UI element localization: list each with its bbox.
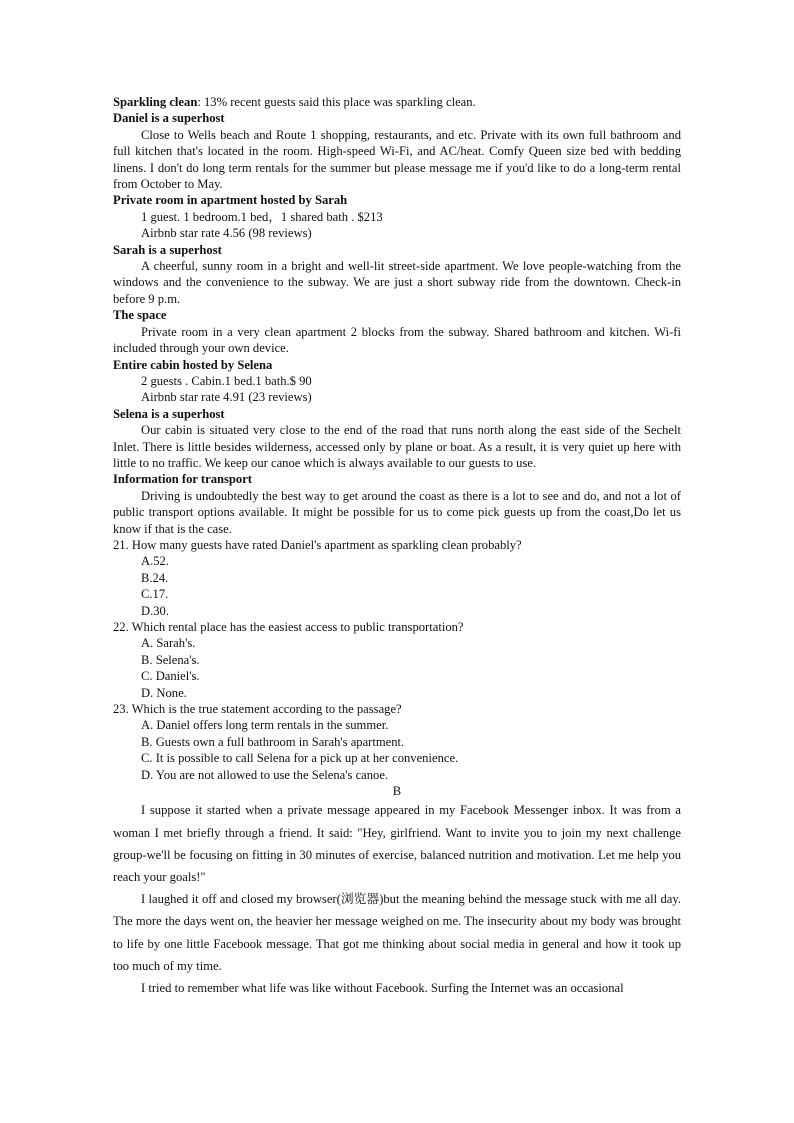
- daniel-heading: Daniel is a superhost: [113, 111, 225, 126]
- selena-listing-details: 2 guests . Cabin.1 bed.1 bath.$ 90: [141, 373, 312, 388]
- question-option: A. Sarah's.: [141, 636, 196, 651]
- question-option: D.30.: [141, 603, 169, 618]
- question-stem: 23. Which is the true statement according to the passage?: [113, 702, 402, 717]
- question-option: C. Daniel's.: [141, 669, 200, 684]
- question-option: B. Guests own a full bathroom in Sarah's apartment.: [141, 734, 405, 749]
- question-stem: 22. Which rental place has the easiest access to public transportation?: [113, 620, 464, 634]
- sarah-listing-heading: Private room in apartment hosted by Sarah: [113, 193, 348, 208]
- document-page: [113, 94, 681, 999]
- question-option: D. You are not allowed to use the Selena's canoe.: [141, 767, 389, 782]
- sarah-paragraph: A cheerful, sunny room in a bright and well-lit street-side apartment. We love people-watching from the windows and the convenience to the subway. We are just a short subway ride from the downtown. Check-in before 9 p.m.: [113, 259, 681, 306]
- selena-listing-rating: Airbnb star rate 4.91 (23 reviews): [141, 390, 312, 405]
- sparkling-clean-text: : 13% recent guests said this place was sparkling clean.: [197, 95, 476, 109]
- question-option: C. It is possible to call Selena for a pick up at her convenience.: [141, 751, 459, 766]
- sarah-listing-details: 1 guest. 1 bedroom.1 bed，1 shared bath . $213: [141, 209, 383, 224]
- question-21: [113, 537, 681, 619]
- question-option: A. Daniel offers long term rentals in the summer.: [141, 718, 389, 733]
- selena-paragraph: Our cabin is situated very close to the end of the road that runs north along the east side of the Sechelt Inlet. There is little besides wilderness, accessed only by plane or boat. As a result, it is very quiet up here with little to no traffic. We keep our canoe which is always available to our guests to use.: [113, 423, 681, 470]
- question-option: A.52.: [141, 554, 169, 569]
- space-heading: The space: [113, 308, 167, 323]
- passage-b: [113, 799, 681, 999]
- selena-heading: Selena is a superhost: [113, 406, 225, 421]
- daniel-paragraph: Close to Wells beach and Route 1 shopping, restaurants, and etc. Private with its own full bathroom and full kitchen that's located in the room. High-speed Wi-Fi, and AC/heat. Comfy Queen size bed with bedding linens. I don't do long term rentals for the summer but please message me if you'd like to do a long-term rental from October to May.: [113, 127, 681, 192]
- sparkling-clean-line: [113, 94, 681, 110]
- transport-paragraph: Driving is undoubtedly the best way to get around the coast as there is a lot to see and do, and not a lot of public transport options available. It might be possible for us to come pick guests up from the coast,Do let us know if that is the case.: [113, 488, 681, 536]
- selena-listing-heading: Entire cabin hosted by Selena: [113, 357, 273, 372]
- sparkling-clean-label: Sparkling clean: [113, 95, 198, 109]
- question-22: [113, 619, 681, 701]
- passage-b-paragraph: I laughed it off and closed my browser(浏览器)but the meaning behind the message stuck with me all day. The more the days went on, the heavier her message weighed on me. The insecurity about my body was brought to life by one little Facebook message. That got me thinking about social media in general and how it took up too much of my time.: [113, 892, 681, 973]
- sarah-heading: Sarah is a superhost: [113, 242, 222, 257]
- question-option: B.24.: [141, 570, 169, 585]
- space-paragraph: Private room in a very clean apartment 2 blocks from the subway. Shared bathroom and kitchen. Wi-fi included through your own device.: [113, 324, 681, 356]
- question-option: C.17.: [141, 587, 169, 602]
- passage-b-label: B: [392, 784, 402, 799]
- question-option: D. None.: [141, 685, 187, 700]
- question-option: B. Selena's.: [141, 652, 200, 667]
- transport-heading: Information for transport: [113, 472, 252, 487]
- question-23: [113, 701, 681, 783]
- question-stem: 21. How many guests have rated Daniel's apartment as sparkling clean probably?: [113, 537, 522, 552]
- sarah-listing-rating: Airbnb star rate 4.56 (98 reviews): [141, 226, 312, 241]
- passage-b-paragraph: I suppose it started when a private message appeared in my Facebook Messenger inbox. It was from a woman I met briefly through a friend. It said: "Hey, girlfriend. Want to invite you to join my next challenge group-we'll be focusing on fitting in 30 minutes of exercise, balanced nutrition and motivation. Let me help you reach your goals!": [113, 803, 681, 885]
- passage-b-paragraph: I tried to remember what life was like without Facebook. Surfing the Internet was an occasional: [141, 981, 624, 996]
